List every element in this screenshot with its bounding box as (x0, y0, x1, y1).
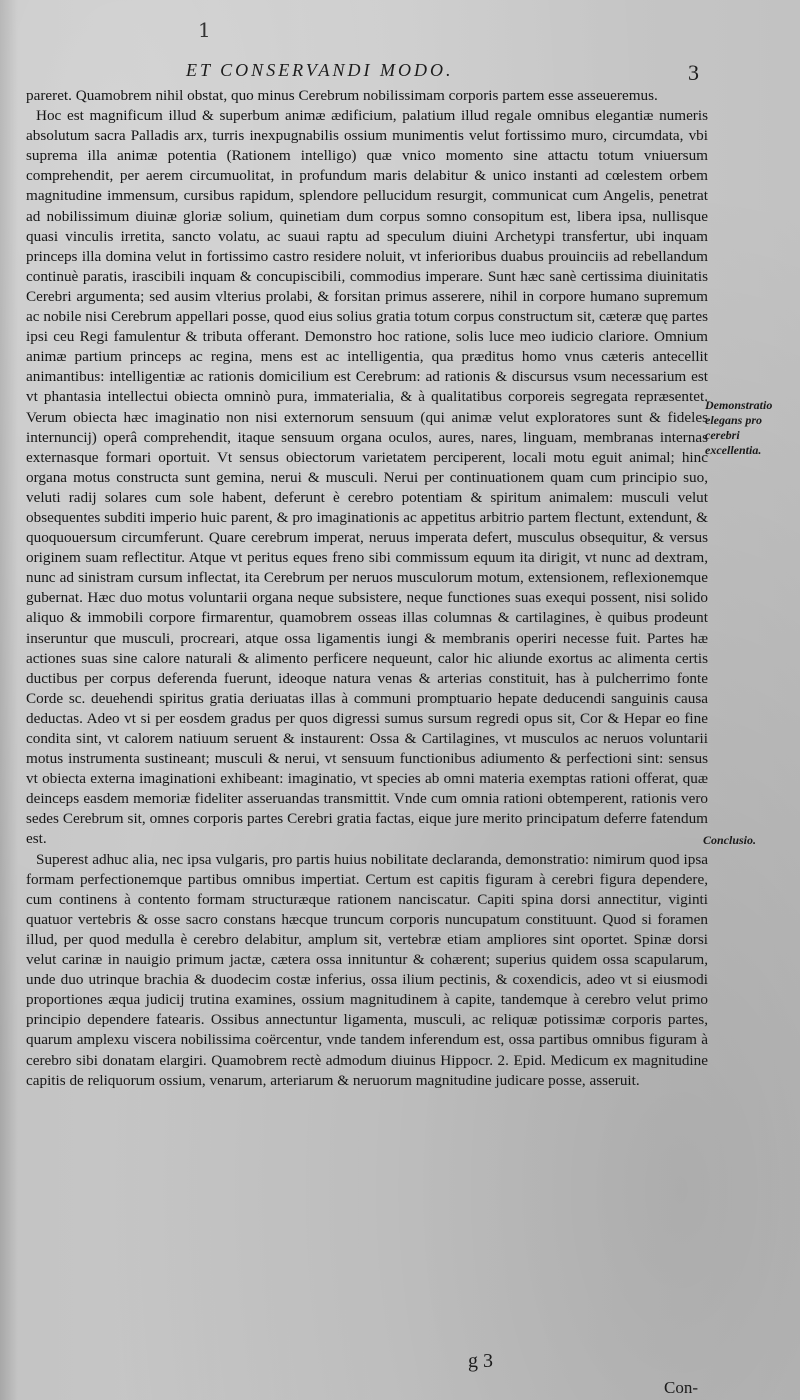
handwritten-mark: 1 (198, 18, 211, 42)
catchword: Con- (664, 1378, 698, 1397)
running-head: ET CONSERVANDI MODO. (186, 60, 454, 80)
margin-note-conclusio: Conclusio. (703, 833, 757, 847)
signature-mark: g 3 (468, 1350, 493, 1372)
page-number: 3 (688, 60, 699, 85)
margin-note-demonstratio: Demonstratio elegans pro cerebri excellentia. (705, 398, 773, 457)
paragraph-1: pareret. Quamobrem nihil obstat, quo minus Cerebrum nobilissimam corporis partem esse asseueremus. (26, 87, 658, 104)
body-text (26, 86, 708, 1091)
paragraph-3: Superest adhuc alia, nec ipsa vulgaris, pro partis huius nobilitate declaranda, demonstratio: nimirum quod ipsa formam perfectionemque partibus omnibus impertiat. Certum est capitis figuram à cerebri figura dependere, cum continens à contento formam structuræque rationem nanciscatur. Capiti spina dorsi annectitur, viginti quatuor vertebris & osse sacro constans hæcque truncum corporis nuncupatum constituunt. Quod si foramen illud, per quod medulla è cerebro delabitur, amplum sit, vertebræ etiam ampliores sint oportet. Spinæ dorsi velut carinæ in nauigio primum jactæ, cætera ossa innituntur & cohærent; superius quidem ossa scapularum, unde duo utrinque brachia & duodecim costæ inferius, ossa ilium pectinis, & coxendicis, adeo vt si eiusmodi proportiones æqua judicij trutina examines, ossium magnitudinem à capite, tandemque à cerebro velut primo principio dependere fatearis. Ossibus annectuntur ligamenta, musculi, ac reliquæ potissimæ corporis partes, quarum amplexu viscera nobilissima coërcentur, vnde tandem inferendum est, ossa partibus omnibus figuram à cerebro sibi donatam elargiri. Quamobrem rectè admodum diuinus Hippocr. 2. Epid. Medicum ex magnitudine capitis de reliquorum ossium, venarum, arteriarum & neruorum magnitudine judicare posse, asseruit. (26, 850, 708, 1089)
paragraph-2: Hoc est magnificum illud & superbum animæ ædificium, palatium illud regale omnibus elegantiæ numeris absolutum sacra Palladis arx, turris inexpugnabilis ossium munimentis velut fortissimo muro, circumdata, vbi suprema illa animæ potentia (Rationem intelligo) quæ vnico momento sine attactu totum vniuersum comprehendit, per aerem circumuolitat, in profundum maris delabitur & unico instanti ad cœlestem orbem magnitudine immensum, cursibus rapidum, splendore pellucidum resurgit, communicat cum Angelis, penetrat ad nobilissimum diuinæ gloriæ solium, quinetiam dum corpus somno consopitum est, libera ipsa, nullisque quasi vinculis irretita, sancto volatu, ac suaui raptu ad speculum diuini Archetypi transfertur, ubi inquam princeps illa domina velut in fortissimo castro residere noluit, vt inferioribus duabus prouinciis ad rebellandum continuè paratis, irascibili inquam & concupiscibili, commodius imperare. Sunt hæc sanè certissima diuinitatis Cerebri argumenta; sed ausim vlterius prolabi, & forsitan primus asserere, nihil in corpore humano supremum ac nobile nisi Cerebrum appellari posse, quod eius solius gratia totum corpus constructum sit, cæteræ quę partes ipsi ceu Regi famulentur & tributa offerant. Demonstro hoc ratione, solis luce meo iudicio clariore. Omnium animæ partium princeps ac regina, mens est ac intelligentia, qua præditus homo vnus cæteris antecellit animantibus: intelligentiæ ac rationis domicilium est Cerebrum: ad rationis & discursus vsum necessarium est vt phantasia intellectui obiecta omninò pura, immaterialia, & à qualitatibus corporeis segregata repræsentet. Verum obiecta hæc imaginatio non nisi externorum sensuum (qui animæ velut exploratores sunt & fideles internuncij) operâ comprehendit, itaque sensuum organa oculos, aures, nares, linguam, membranas internas externasque formari oportuit. Vt sensus obiectorum varietatem perciperent, locali motu eguit animal; hinc organa motus constructa sunt gemina, nerui & musculi. Nerui per continuationem quam cum principio suo, veluti radij solares cum sole habent, deferunt è cerebro potentiam & spiritum animalem: musculi velut obsequentes subditi imperio huic parent, & pro imaginationis ac appetitus arbitrio partem flectunt, extendunt, & quoquouersum circumferunt. Quare cerebrum imperat, neruus imperata defert, musculus obsequitur, & versus originem suam reflectitur. Atque vt peritus eques freno sibi commissum equum ita dirigit, vt nunc ad dextram, nunc ad sinistram cursum inflectat, ita Cerebrum per neruos musculorum motum, extensionem, reflexionemque gubernat. Hæc duo motus voluntarii organa neque subsistere, neque functiones suas exequi possent, nisi solido aliquo & immobili corpore firmarentur, quamobrem osseas illas columnas & cartilagines, è quibus prodeunt inseruntur que musculi, procreari, atque ossa ligamentis iungi & membranis operiri necesse fuit. Partes hæ actiones suas sine calore naturali & alimento perficere nequeunt, calor hic aliunde exortus ac alimenta certis ductibus per corpus deferenda fuerunt, ideoque natura venas & arterias constituit, has à pulcherrimo fonte Corde sc. deuehendi spiritus gratia deriuatas illas à communi promptuario hepate deducendi sanguinis causa deductas. Adeo vt si per eosdem gradus per quos digressi sumus sursum regredi opus sit, Cor & Hepar eo fine condita sint, vt calorem natiuum seruent & instaurent: Ossa & Cartilagines, vt musculos ac neruos voluntarii motus instrumenta sustineant; musculi & nerui, vt sensuum functionibus adiumento & perfectioni sint: sensus vt obiecta externa imaginationi exhibeant: imaginatio, vt species ab omni materia exemptas rationi offerat, quæ deinceps easdem memoriæ fideliter asseruandas transmittit. Vnde cum omnia rationi obtemperent, rationis vero sedes Cerebrum sit, omnes corporis partes Cerebri gratia factas, eique jure merito principatum deferre fatendum est. (26, 107, 708, 848)
